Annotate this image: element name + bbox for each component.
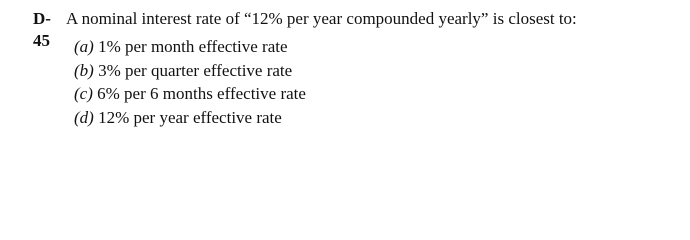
option-b [74, 59, 306, 83]
option-c-label: (c) [74, 84, 93, 103]
option-a-text: 1% per month effective rate [98, 37, 288, 56]
option-b-text: 3% per quarter effective rate [98, 60, 293, 80]
option-d-text: 12% per year effective rate [98, 107, 282, 127]
option-d-label: (d) [74, 107, 94, 127]
option-d [74, 106, 306, 130]
option-c [74, 82, 306, 106]
question-id-prefix: D- [33, 9, 51, 28]
option-a-label: (a) [74, 37, 94, 56]
answer-options [74, 35, 306, 129]
question-id-number: 45 [33, 31, 50, 50]
option-a [74, 35, 306, 59]
option-b-label: (b) [74, 60, 94, 80]
question-stem: A nominal interest rate of “12% per year compounded yearly” is closest to: [66, 9, 577, 28]
option-c-text: 6% per 6 months effective rate [97, 84, 306, 103]
